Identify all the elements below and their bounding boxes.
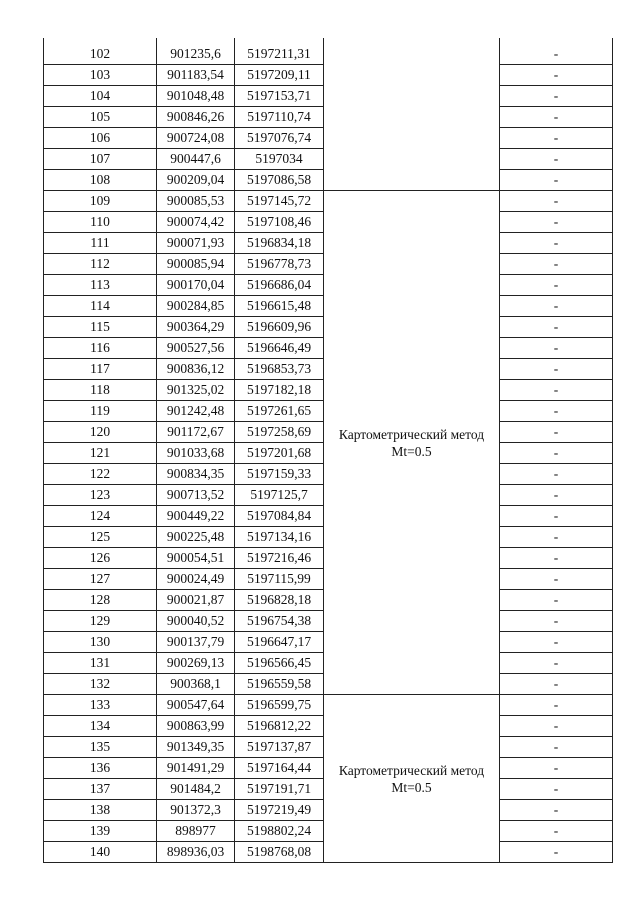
point-number-cell: 128 [44, 590, 157, 611]
x-coordinate-cell: 901235,6 [157, 38, 235, 65]
point-number-cell: 124 [44, 506, 157, 527]
y-coordinate-cell: 5197182,18 [235, 380, 324, 401]
point-number-cell: 110 [44, 212, 157, 233]
note-cell: - [500, 380, 613, 401]
note-cell: - [500, 128, 613, 149]
note-cell: - [500, 779, 613, 800]
x-coordinate-cell: 900364,29 [157, 317, 235, 338]
x-coordinate-cell: 901172,67 [157, 422, 235, 443]
y-coordinate-cell: 5197164,44 [235, 758, 324, 779]
method-accuracy: Mt=0.5 [391, 779, 432, 795]
x-coordinate-cell: 900846,26 [157, 107, 235, 128]
note-cell: - [500, 254, 613, 275]
x-coordinate-cell: 900836,12 [157, 359, 235, 380]
y-coordinate-cell: 5197191,71 [235, 779, 324, 800]
point-number-cell: 129 [44, 611, 157, 632]
point-number-cell: 137 [44, 779, 157, 800]
point-number-cell: 121 [44, 443, 157, 464]
y-coordinate-cell: 5197201,68 [235, 443, 324, 464]
note-cell: - [500, 422, 613, 443]
y-coordinate-cell: 5196609,96 [235, 317, 324, 338]
note-cell: - [500, 275, 613, 296]
note-cell: - [500, 107, 613, 128]
point-number-cell: 138 [44, 800, 157, 821]
note-cell: - [500, 443, 613, 464]
method-cell [324, 695, 500, 863]
table-row [44, 695, 613, 716]
point-number-cell: 111 [44, 233, 157, 254]
note-cell: - [500, 674, 613, 695]
point-number-cell: 132 [44, 674, 157, 695]
x-coordinate-cell: 900085,94 [157, 254, 235, 275]
note-cell: - [500, 590, 613, 611]
point-number-cell: 133 [44, 695, 157, 716]
x-coordinate-cell: 900071,93 [157, 233, 235, 254]
method-name: Картометрический метод [338, 426, 485, 442]
note-cell: - [500, 695, 613, 716]
point-number-cell: 113 [44, 275, 157, 296]
point-number-cell: 108 [44, 170, 157, 191]
y-coordinate-cell: 5196834,18 [235, 233, 324, 254]
y-coordinate-cell: 5197084,84 [235, 506, 324, 527]
note-cell: - [500, 737, 613, 758]
coordinates-table-body [44, 38, 613, 863]
point-number-cell: 106 [44, 128, 157, 149]
note-cell: - [500, 842, 613, 863]
x-coordinate-cell: 901491,29 [157, 758, 235, 779]
note-cell: - [500, 317, 613, 338]
x-coordinate-cell: 900074,42 [157, 212, 235, 233]
note-cell: - [500, 611, 613, 632]
table-row [44, 191, 613, 212]
note-cell: - [500, 212, 613, 233]
note-cell: - [500, 527, 613, 548]
point-number-cell: 116 [44, 338, 157, 359]
x-coordinate-cell: 901372,3 [157, 800, 235, 821]
x-coordinate-cell: 900054,51 [157, 548, 235, 569]
point-number-cell: 119 [44, 401, 157, 422]
note-cell: - [500, 296, 613, 317]
x-coordinate-cell: 900284,85 [157, 296, 235, 317]
point-number-cell: 125 [44, 527, 157, 548]
y-coordinate-cell: 5196647,17 [235, 632, 324, 653]
y-coordinate-cell: 5197211,31 [235, 38, 324, 65]
y-coordinate-cell: 5196646,49 [235, 338, 324, 359]
note-cell: - [500, 338, 613, 359]
y-coordinate-cell: 5196853,73 [235, 359, 324, 380]
note-cell: - [500, 170, 613, 191]
y-coordinate-cell: 5197034 [235, 149, 324, 170]
point-number-cell: 105 [44, 107, 157, 128]
point-number-cell: 107 [44, 149, 157, 170]
point-number-cell: 130 [44, 632, 157, 653]
point-number-cell: 112 [44, 254, 157, 275]
note-cell: - [500, 233, 613, 254]
point-number-cell: 122 [44, 464, 157, 485]
y-coordinate-cell: 5196828,18 [235, 590, 324, 611]
note-cell: - [500, 65, 613, 86]
y-coordinate-cell: 5197153,71 [235, 86, 324, 107]
y-coordinate-cell: 5197261,65 [235, 401, 324, 422]
note-cell: - [500, 632, 613, 653]
y-coordinate-cell: 5196559,58 [235, 674, 324, 695]
note-cell: - [500, 506, 613, 527]
x-coordinate-cell: 901033,68 [157, 443, 235, 464]
point-number-cell: 139 [44, 821, 157, 842]
note-cell: - [500, 86, 613, 107]
note-cell: - [500, 401, 613, 422]
point-number-cell: 109 [44, 191, 157, 212]
x-coordinate-cell: 900269,13 [157, 653, 235, 674]
point-number-cell: 126 [44, 548, 157, 569]
x-coordinate-cell: 901048,48 [157, 86, 235, 107]
y-coordinate-cell: 5197219,49 [235, 800, 324, 821]
x-coordinate-cell: 900834,35 [157, 464, 235, 485]
note-cell: - [500, 758, 613, 779]
y-coordinate-cell: 5197209,11 [235, 65, 324, 86]
point-number-cell: 120 [44, 422, 157, 443]
note-cell: - [500, 359, 613, 380]
x-coordinate-cell: 900209,04 [157, 170, 235, 191]
method-name: Картометрический метод [338, 762, 485, 778]
point-number-cell: 140 [44, 842, 157, 863]
note-cell: - [500, 485, 613, 506]
y-coordinate-cell: 5197159,33 [235, 464, 324, 485]
y-coordinate-cell: 5196566,45 [235, 653, 324, 674]
y-coordinate-cell: 5197145,72 [235, 191, 324, 212]
x-coordinate-cell: 900040,52 [157, 611, 235, 632]
note-cell: - [500, 464, 613, 485]
x-coordinate-cell: 898936,03 [157, 842, 235, 863]
x-coordinate-cell: 900724,08 [157, 128, 235, 149]
point-number-cell: 135 [44, 737, 157, 758]
y-coordinate-cell: 5197134,16 [235, 527, 324, 548]
point-number-cell: 123 [44, 485, 157, 506]
x-coordinate-cell: 900449,22 [157, 506, 235, 527]
point-number-cell: 117 [44, 359, 157, 380]
x-coordinate-cell: 900085,53 [157, 191, 235, 212]
method-cell [324, 38, 500, 191]
method-accuracy: Mt=0.5 [391, 443, 432, 459]
x-coordinate-cell: 900863,99 [157, 716, 235, 737]
x-coordinate-cell: 898977 [157, 821, 235, 842]
y-coordinate-cell: 5198802,24 [235, 821, 324, 842]
x-coordinate-cell: 901242,48 [157, 401, 235, 422]
y-coordinate-cell: 5197086,58 [235, 170, 324, 191]
point-number-cell: 102 [44, 38, 157, 65]
x-coordinate-cell: 900368,1 [157, 674, 235, 695]
point-number-cell: 136 [44, 758, 157, 779]
x-coordinate-cell: 900170,04 [157, 275, 235, 296]
x-coordinate-cell: 901325,02 [157, 380, 235, 401]
point-number-cell: 127 [44, 569, 157, 590]
x-coordinate-cell: 900547,64 [157, 695, 235, 716]
coordinates-table [43, 38, 613, 863]
note-cell: - [500, 800, 613, 821]
note-cell: - [500, 191, 613, 212]
x-coordinate-cell: 900021,87 [157, 590, 235, 611]
x-coordinate-cell: 900527,56 [157, 338, 235, 359]
note-cell: - [500, 38, 613, 65]
y-coordinate-cell: 5197108,46 [235, 212, 324, 233]
x-coordinate-cell: 900137,79 [157, 632, 235, 653]
y-coordinate-cell: 5196686,04 [235, 275, 324, 296]
point-number-cell: 118 [44, 380, 157, 401]
note-cell: - [500, 548, 613, 569]
point-number-cell: 114 [44, 296, 157, 317]
x-coordinate-cell: 900447,6 [157, 149, 235, 170]
x-coordinate-cell: 900225,48 [157, 527, 235, 548]
y-coordinate-cell: 5197216,46 [235, 548, 324, 569]
y-coordinate-cell: 5197110,74 [235, 107, 324, 128]
y-coordinate-cell: 5196754,38 [235, 611, 324, 632]
x-coordinate-cell: 901484,2 [157, 779, 235, 800]
y-coordinate-cell: 5197076,74 [235, 128, 324, 149]
y-coordinate-cell: 5196599,75 [235, 695, 324, 716]
y-coordinate-cell: 5197115,99 [235, 569, 324, 590]
method-cell [324, 191, 500, 695]
point-number-cell: 131 [44, 653, 157, 674]
x-coordinate-cell: 900713,52 [157, 485, 235, 506]
document-page [43, 38, 613, 863]
x-coordinate-cell: 900024,49 [157, 569, 235, 590]
point-number-cell: 103 [44, 65, 157, 86]
note-cell: - [500, 716, 613, 737]
point-number-cell: 104 [44, 86, 157, 107]
note-cell: - [500, 149, 613, 170]
y-coordinate-cell: 5196615,48 [235, 296, 324, 317]
y-coordinate-cell: 5196778,73 [235, 254, 324, 275]
y-coordinate-cell: 5197137,87 [235, 737, 324, 758]
point-number-cell: 134 [44, 716, 157, 737]
note-cell: - [500, 653, 613, 674]
note-cell: - [500, 821, 613, 842]
y-coordinate-cell: 5196812,22 [235, 716, 324, 737]
y-coordinate-cell: 5197258,69 [235, 422, 324, 443]
note-cell: - [500, 569, 613, 590]
x-coordinate-cell: 901183,54 [157, 65, 235, 86]
y-coordinate-cell: 5198768,08 [235, 842, 324, 863]
point-number-cell: 115 [44, 317, 157, 338]
y-coordinate-cell: 5197125,7 [235, 485, 324, 506]
x-coordinate-cell: 901349,35 [157, 737, 235, 758]
table-row [44, 38, 613, 65]
